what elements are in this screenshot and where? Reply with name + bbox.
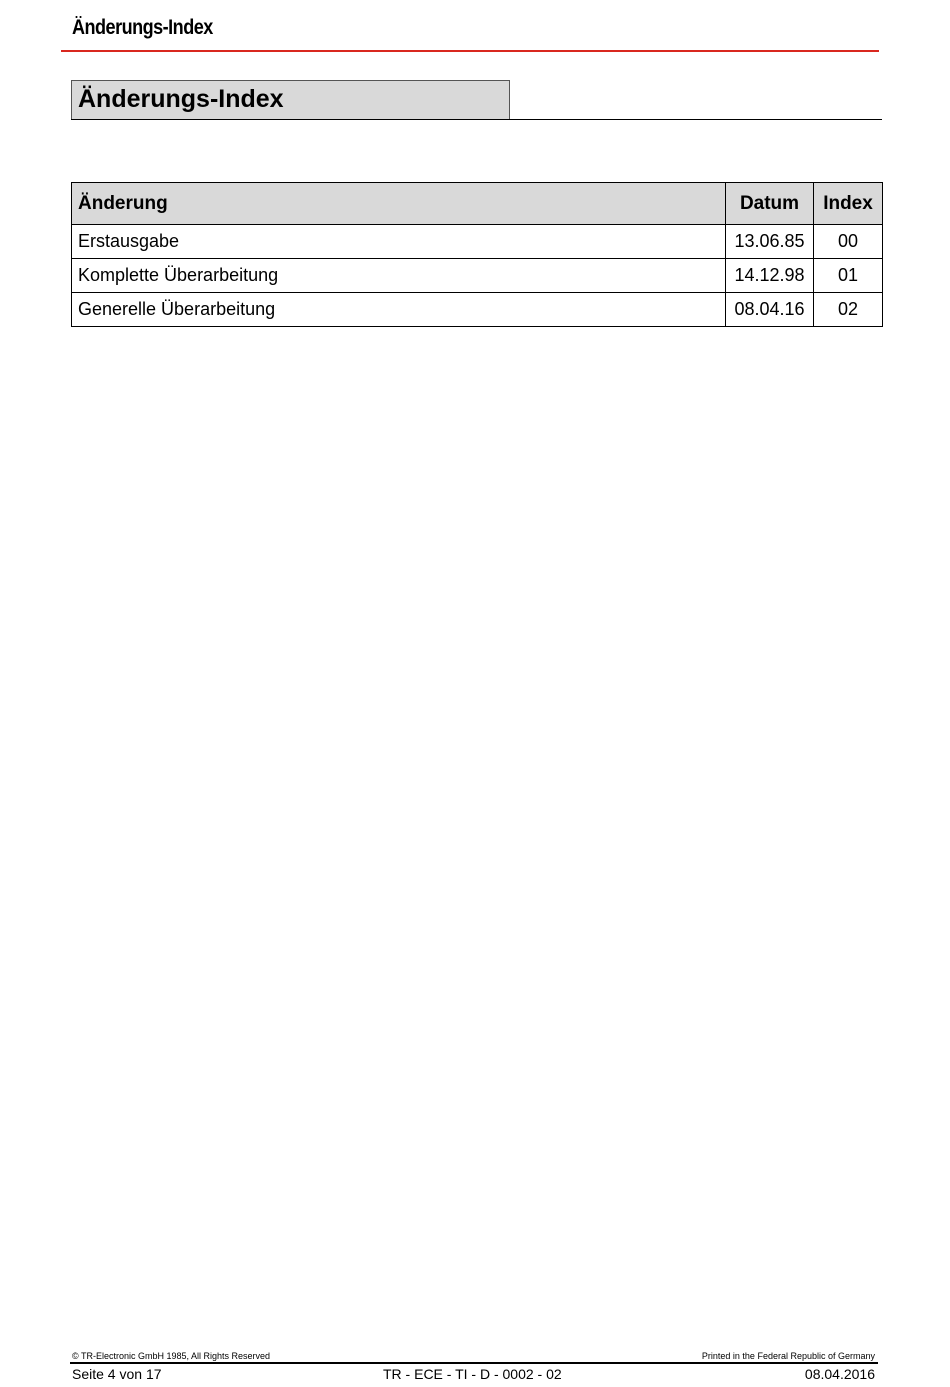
cell-date: 14.12.98 — [726, 259, 814, 293]
header-divider — [61, 50, 879, 52]
cell-index: 02 — [814, 293, 883, 327]
cell-index: 01 — [814, 259, 883, 293]
table-row — [72, 225, 883, 259]
column-header-date: Datum — [726, 183, 814, 225]
cell-change: Erstausgabe — [72, 225, 726, 259]
cell-date: 13.06.85 — [726, 225, 814, 259]
cell-index: 00 — [814, 225, 883, 259]
section-title: Änderungs-Index — [78, 85, 284, 113]
section-heading-box — [71, 80, 510, 119]
footer-copyright: © TR-Electronic GmbH 1985, All Rights Reserved — [72, 1351, 271, 1361]
footer-document-number: TR - ECE - TI - D - 0002 - 02 — [383, 1366, 562, 1382]
change-index-table — [71, 182, 883, 327]
cell-change: Generelle Überarbeitung — [72, 293, 726, 327]
table-row — [72, 293, 883, 327]
footer-page-number: Seite 4 von 17 — [72, 1366, 162, 1382]
cell-date: 08.04.16 — [726, 293, 814, 327]
running-header-title: Änderungs-Index — [72, 16, 213, 39]
section-divider — [71, 119, 882, 120]
footer-printed-note: Printed in the Federal Republic of Germany — [701, 1351, 875, 1361]
column-header-index: Index — [814, 183, 883, 225]
table-row — [72, 259, 883, 293]
cell-change: Komplette Überarbeitung — [72, 259, 726, 293]
column-header-change: Änderung — [72, 183, 726, 225]
footer-divider — [70, 1362, 878, 1364]
table-header-row — [72, 183, 883, 225]
footer-date: 08.04.2016 — [804, 1366, 875, 1382]
